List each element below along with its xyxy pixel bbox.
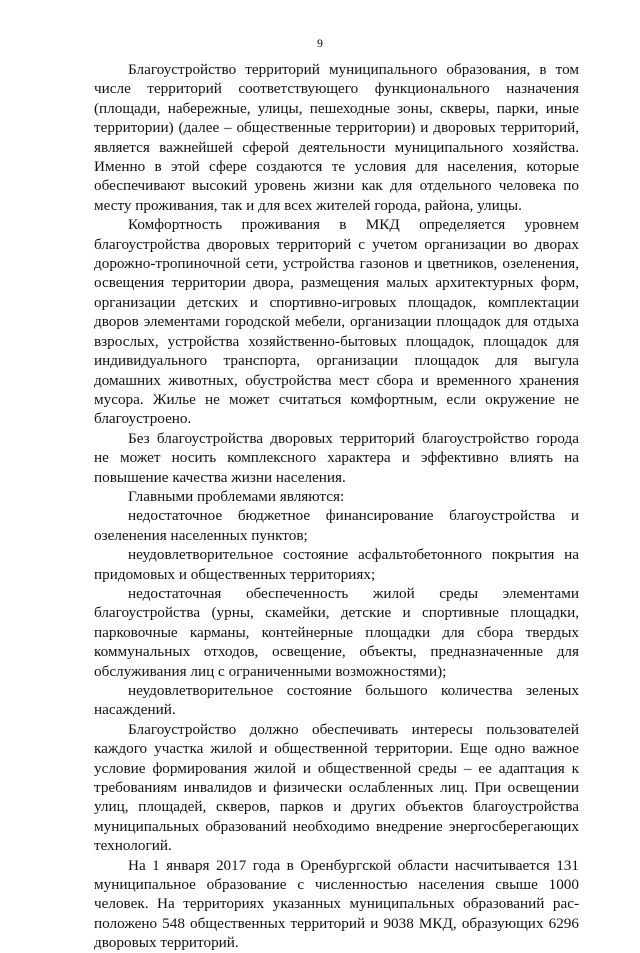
problem-item-financing: недостаточное бюджетное финансирование благоустройства и озеленения населенных пунктов;	[94, 507, 579, 544]
problem-item-greenery: неудовлетворительное состояние большого количества зеленых насаждений.	[94, 682, 579, 719]
page-number: 9	[317, 36, 323, 50]
paragraph-intro: Благоустройство территорий муниципального образования, в том числе территорий соответствующего функционального назначения (площади, набережные, улицы, пешеходные зоны, скверы, парки, иные территории) (далее – общественные территории) и дворовых территорий, является важнейшей сферой деятельности муниципального хозяйства. Именно в этой сфере создаются те условия для населения, которые обеспечивают высокий уровень жизни как для отдельного человека по месту проживания, так и для всех жителей города, района, улицы.	[94, 61, 579, 214]
problem-item-elements: недостаточная обеспеченность жилой среды элементами благоустройства (урны, скамейки, детские и спортивные площадки, парковочные карманы, контейнерные площадки для сбора твердых коммунальных отходов, освещение, объекты, предназначенные для обслуживания лиц с ограниченными возможностями);	[94, 584, 579, 680]
paragraph-comfort: Комфортность проживания в МКД определяется уровнем благоустройства дворовых территорий с учетом организации во дворах дорожно-тропиночной сети, устройства газонов и цветников, озеленения, освещения территории двора, размещения малых архитектурных форм, организации детских и спортивно-игровых площадок, комплектации дворов элементами городской мебели, организации площадок для отдыха взрослых, устройства хозяйственно-бытовых площадок, площадок для индивидуального транспорта, организации площадок для выгула домашних животных, обустройства мест сбора и временного хранения мусора. Жилье не может считаться комфортным, если окружение не благоустроено.	[94, 216, 579, 428]
body-text	[94, 60, 579, 953]
paragraph-problems-heading: Главными проблемами являются:	[128, 487, 345, 505]
paragraph-yards: Без благоустройства дворовых территорий благоустройство города не может носить комплексного характера и эффективно влиять на повышение качества жизни населения.	[94, 429, 579, 486]
paragraph-statistics: На 1 января 2017 года в Оренбургской области насчитывается 131 муниципальное образование с численностью населения свыше 1000 человек. На территориях указанных муниципальных образований расположено 548 общественных территорий и 9038 МКД, образующих 6296 дворовых территорий.	[94, 856, 579, 952]
paragraph-interests: Благоустройство должно обеспечивать интересы пользователей каждого участка жилой и общественной территории. Еще одно важное условие формирования жилой и общественной среды – ее адаптация к требованиям инвалидов и физически ослабленных лиц. При освещении улиц, площадей, скверов, парков и других объектов благоустройства муниципальных образований необходимо внедрение энергосберегающих технологий.	[94, 720, 579, 855]
problem-item-asphalt: неудовлетворительное состояние асфальтобетонного покрытия на придомовых и общественных территориях;	[94, 546, 579, 583]
